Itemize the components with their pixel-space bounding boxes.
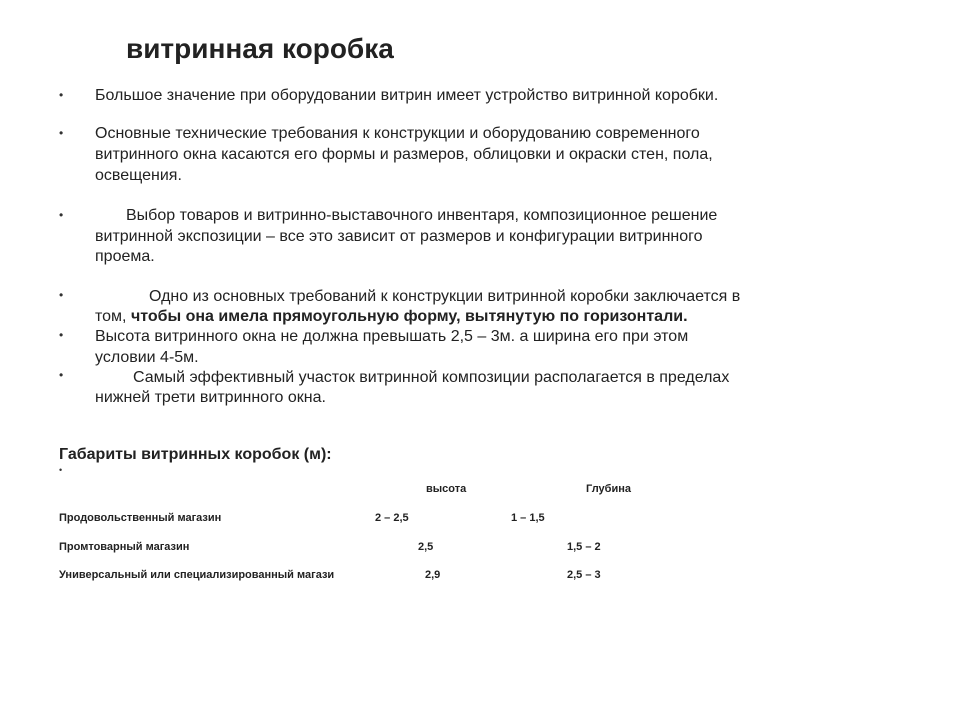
bullet-icon: • (59, 88, 64, 102)
table-row-depth: 1 – 1,5 (511, 512, 545, 524)
paragraph-4-emphasis: чтобы она имела прямоугольную форму, вытянутую по горизонтали. (130, 308, 688, 325)
paragraph-2-line-1: Основные технические требования к конструкции и оборудованию современного (95, 125, 700, 142)
table-row-name: Продовольственный магазин (59, 512, 222, 524)
paragraph-3-line-1: Выбор товаров и витринно-выставочного инвентаря, композиционное решение (126, 207, 718, 224)
slide-title: витринная коробка (126, 33, 394, 64)
paragraph-1: Большое значение при оборудовании витрин имеет устройство витринной коробки. (95, 87, 719, 104)
table-row-name: Универсальный или специализированный магази (59, 569, 335, 581)
bullet-icon: • (59, 288, 64, 302)
table-row-height: 2 – 2,5 (375, 512, 409, 524)
paragraph-4-plain: том, (95, 308, 131, 325)
paragraph-6-line-2: нижней трети витринного окна. (95, 389, 326, 406)
paragraph-3-line-3: проема. (95, 248, 155, 265)
bullet-icon: • (59, 126, 64, 140)
paragraph-2-line-3: освещения. (95, 167, 182, 184)
table-header-depth: Глубина (586, 483, 631, 495)
table-row-height: 2,9 (425, 569, 441, 581)
paragraph-3-line-2: витринной экспозиции – все это зависит от размеров и конфигурации витринного (95, 228, 703, 245)
table-row-height: 2,5 (418, 541, 434, 553)
paragraph-6-line-1: Самый эффективный участок витринной композиции располагается в пределах (133, 369, 730, 386)
paragraph-5-line-2: условии 4-5м. (95, 349, 199, 366)
paragraph-4-line-1: Одно из основных требований к конструкции витринной коробки заключается в (149, 288, 741, 305)
table-row-name: Промтоварный магазин (59, 541, 190, 553)
table-row-depth: 1,5 – 2 (567, 541, 601, 553)
paragraph-5-line-1: Высота витринного окна не должна превышать 2,5 – 3м. а ширина его при этом (95, 328, 689, 345)
bullet-icon: • (59, 368, 64, 382)
bullet-icon: • (59, 208, 64, 222)
table-title: Габариты витринных коробок (м): (59, 446, 332, 463)
bullet-icon: • (59, 465, 63, 475)
table-header-height: высота (426, 483, 467, 495)
paragraph-4-line-2 (95, 307, 688, 327)
table-row-depth: 2,5 – 3 (567, 569, 601, 581)
paragraph-2-line-2: витринного окна касаются его формы и размеров, облицовки и окраски стен, пола, (95, 146, 713, 163)
bullet-icon: • (59, 328, 64, 342)
